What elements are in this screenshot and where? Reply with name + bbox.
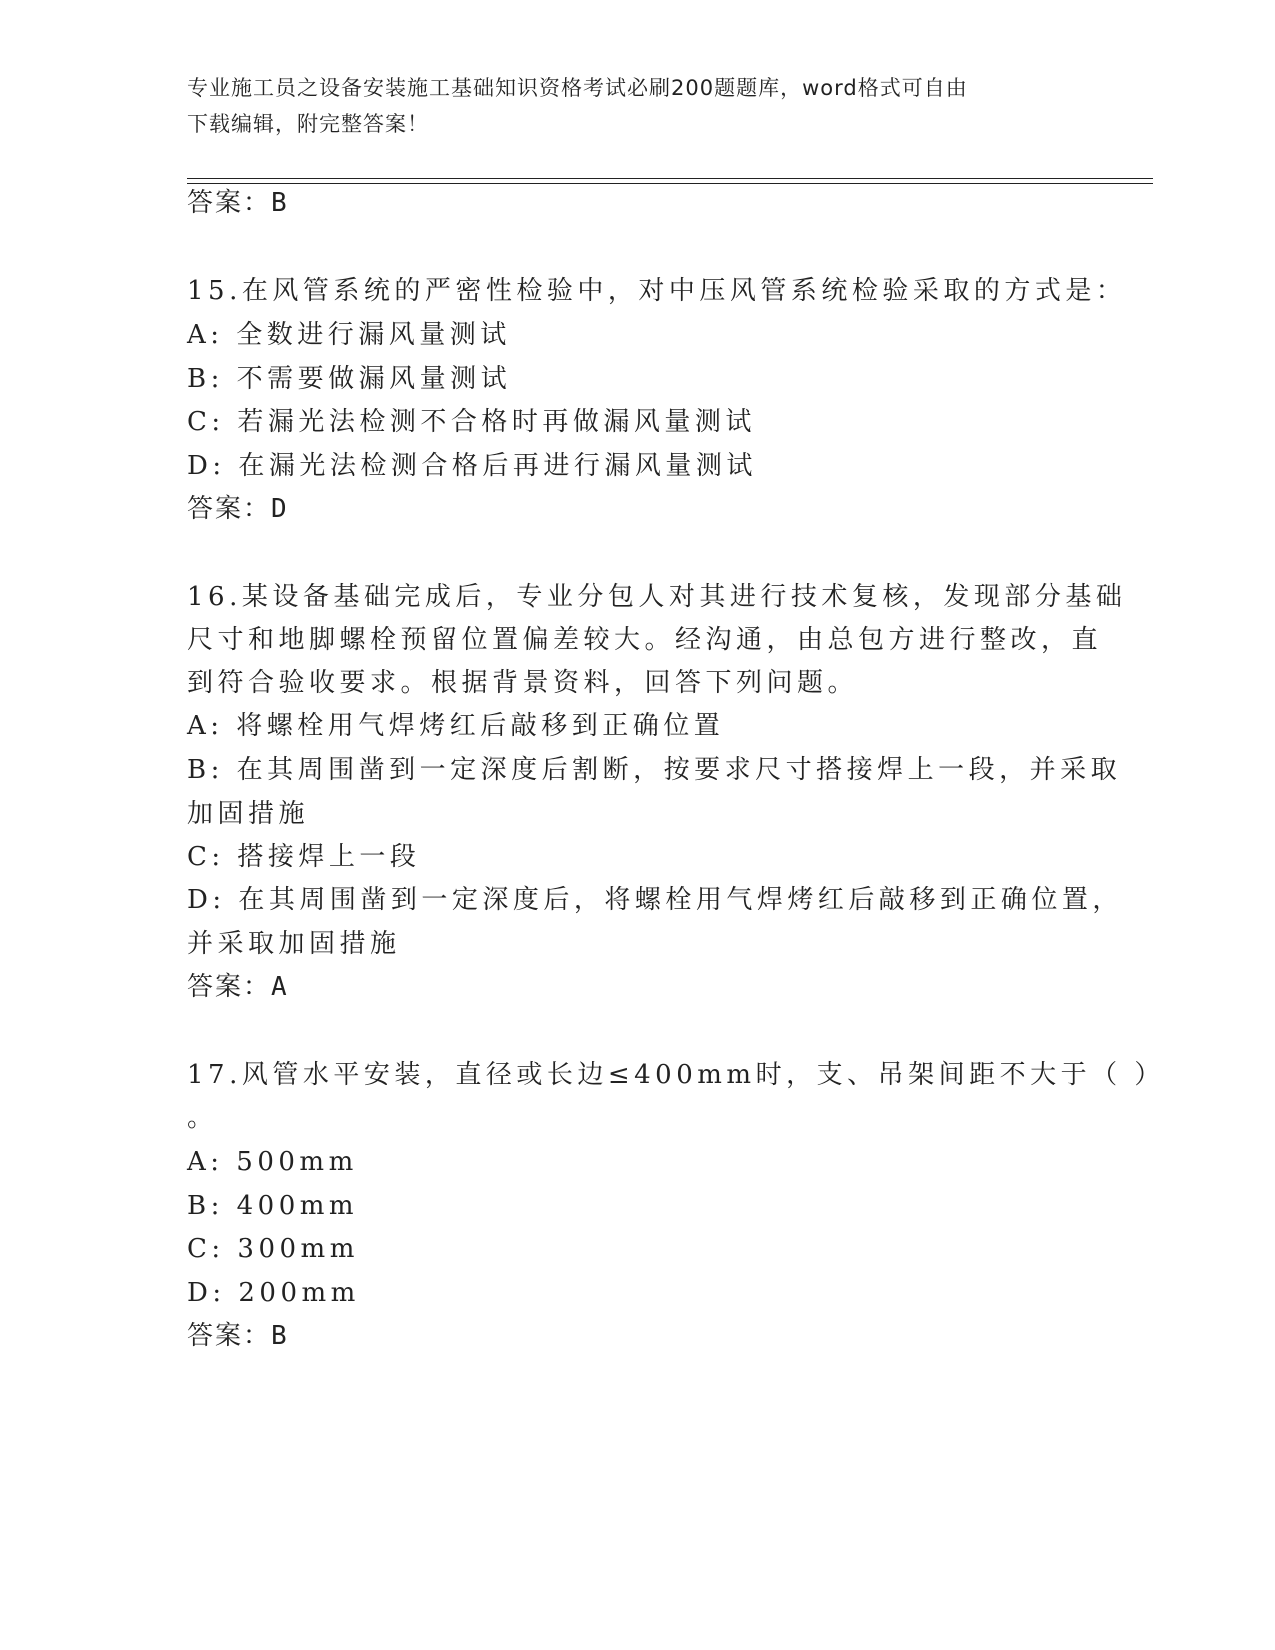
header-divider-thick [187,178,1153,179]
q15-answer [187,492,289,526]
q15-option-c: C: 若漏光法检测不合格时再做漏风量测试 [187,407,756,437]
answer-label: 答案： [187,188,272,218]
q16-stem-line-2: 尺寸和地脚螺栓预留位置偏差较大。经沟通，由总包方进行整改，直 [187,625,1103,655]
q17-option-a: A: 500mm [187,1147,358,1177]
q16-option-c: C: 搭接焊上一段 [187,842,421,872]
answer-label: 答案： [187,494,272,524]
answer-label: 答案： [187,1321,272,1351]
q17-stem-line-2: 。 [187,1103,218,1133]
q16-option-b-line-2: 加固措施 [187,799,310,829]
q17-option-b: B: 400mm [187,1191,359,1221]
answer-value: A [271,972,289,1002]
q15-option-b: B: 不需要做漏风量测试 [187,364,512,394]
q16-option-d-line-1: D: 在其周围凿到一定深度后，将螺栓用气焊烤红后敲移到正确位置， [187,885,1123,915]
q16-stem-line-1: 16.某设备基础完成后，专业分包人对其进行技术复核，发现部分基础 [187,582,1127,612]
q16-option-d-line-2: 并采取加固措施 [187,929,401,959]
q16-stem-line-3: 到符合验收要求。根据背景资料，回答下列问题。 [187,668,859,698]
document-header [187,70,1077,142]
q17-answer [187,1319,289,1353]
prev-answer [187,186,289,220]
q17-option-d: D: 200mm [187,1278,360,1308]
answer-value: B [271,1321,289,1351]
header-line-2: 下载编辑，附完整答案！ [187,112,429,136]
q15-option-d: D: 在漏光法检测合格后再进行漏风量测试 [187,451,757,481]
answer-label: 答案： [187,972,272,1002]
answer-value: B [271,188,289,218]
q16-option-b-line-1: B: 在其周围凿到一定深度后割断，按要求尺寸搭接焊上一段，并采取 [187,755,1122,785]
q16-option-a: A: 将螺栓用气焊烤红后敲移到正确位置 [187,711,725,741]
answer-value: D [271,494,289,524]
q15-option-a: A: 全数进行漏风量测试 [187,320,511,350]
header-divider-thin [187,183,1153,184]
header-line-1: 专业施工员之设备安装施工基础知识资格考试必刷200题题库，word格式可自由 [187,76,968,100]
q16-answer [187,970,289,1004]
q17-stem-line-1: 17.风管水平安装，直径或长边≤400mm时，支、吊架间距不大于（ ） [187,1060,1165,1090]
q15-stem-line-1: 15.在风管系统的严密性检验中，对中压风管系统检验采取的方式是： [187,276,1127,306]
q17-option-c: C: 300mm [187,1234,359,1264]
